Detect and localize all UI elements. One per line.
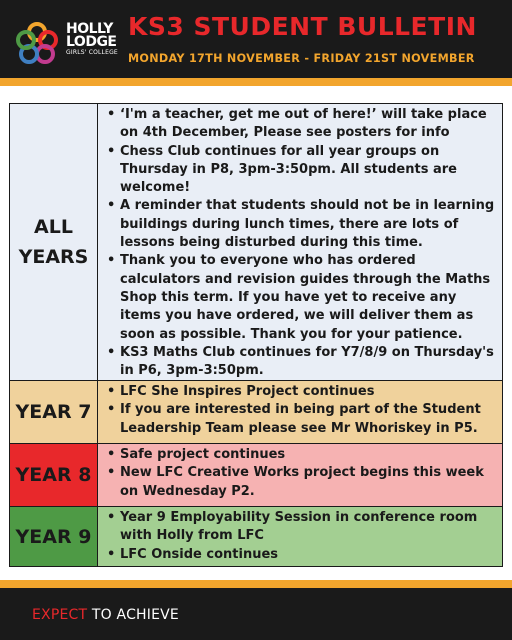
list-item: • Year 9 Employability Session in conference room with Holly from LFC <box>106 509 496 546</box>
school-name-line1: HOLLY <box>66 21 113 37</box>
row-content-all-years <box>98 104 502 380</box>
school-name-line2: LODGE <box>66 34 117 50</box>
list-item: • If you are interested in being part of the Student Leadership Team please see Mr Whoriskey in P5. <box>106 401 496 438</box>
list-item: • Safe project continues <box>106 446 496 464</box>
row-year-9 <box>10 506 502 566</box>
list-item: • Thank you to everyone who has ordered calculators and revision guides through the Maths Shop this term. If you have yet to receive any items you have ordered, we will deliver them as soon as possible. Thank you for your patience. <box>106 252 496 343</box>
slogan-expect: EXPECT <box>32 607 88 623</box>
list-item: • A reminder that students should not be in learning buildings during lunch times, there are lots of lessons being disturbed during this time. <box>106 197 496 252</box>
list-item: • ‘I'm a teacher, get me out of here!’ will take place on 4th December, Please see posters for info <box>106 106 496 143</box>
bulletin-dates: MONDAY 17TH NOVEMBER - FRIDAY 21ST NOVEMBER <box>128 52 475 65</box>
row-label-year-8: YEAR 8 <box>10 444 98 506</box>
row-all-years <box>10 104 502 380</box>
school-subtitle: GIRLS' COLLEGE <box>66 49 118 56</box>
bulletin-title: KS3 STUDENT BULLETIN <box>128 12 477 41</box>
row-label-year-7: YEAR 7 <box>10 381 98 443</box>
footer <box>0 580 512 640</box>
row-content-year-8 <box>98 444 502 506</box>
footer-stripe <box>0 580 512 588</box>
slogan-to-achieve: TO ACHIEVE <box>91 607 179 623</box>
school-logo-icon <box>12 20 62 70</box>
header-stripe <box>0 78 512 86</box>
list-item: • KS3 Maths Club continues for Y7/8/9 on Thursday's in P6, 3pm-3:50pm. <box>106 344 496 381</box>
label-all: ALL <box>34 216 73 238</box>
row-label-year-9: YEAR 9 <box>10 507 98 566</box>
row-label-all-years <box>10 104 98 380</box>
list-item: • New LFC Creative Works project begins this week on Wednesday P2. <box>106 464 496 501</box>
header <box>0 0 512 86</box>
list-item: • LFC She Inspires Project continues <box>106 383 496 401</box>
list-item: • LFC Onside continues <box>106 546 496 564</box>
row-year-7 <box>10 380 502 443</box>
row-year-8 <box>10 443 502 506</box>
list-item: • Chess Club continues for all year groups on Thursday in P8, 3pm-3:50pm. All students are welcome! <box>106 143 496 198</box>
school-name <box>66 23 118 57</box>
row-content-year-7 <box>98 381 502 443</box>
bulletin-table <box>9 103 503 567</box>
label-years: YEARS <box>18 246 89 268</box>
slogan <box>32 607 179 623</box>
row-content-year-9 <box>98 507 502 566</box>
